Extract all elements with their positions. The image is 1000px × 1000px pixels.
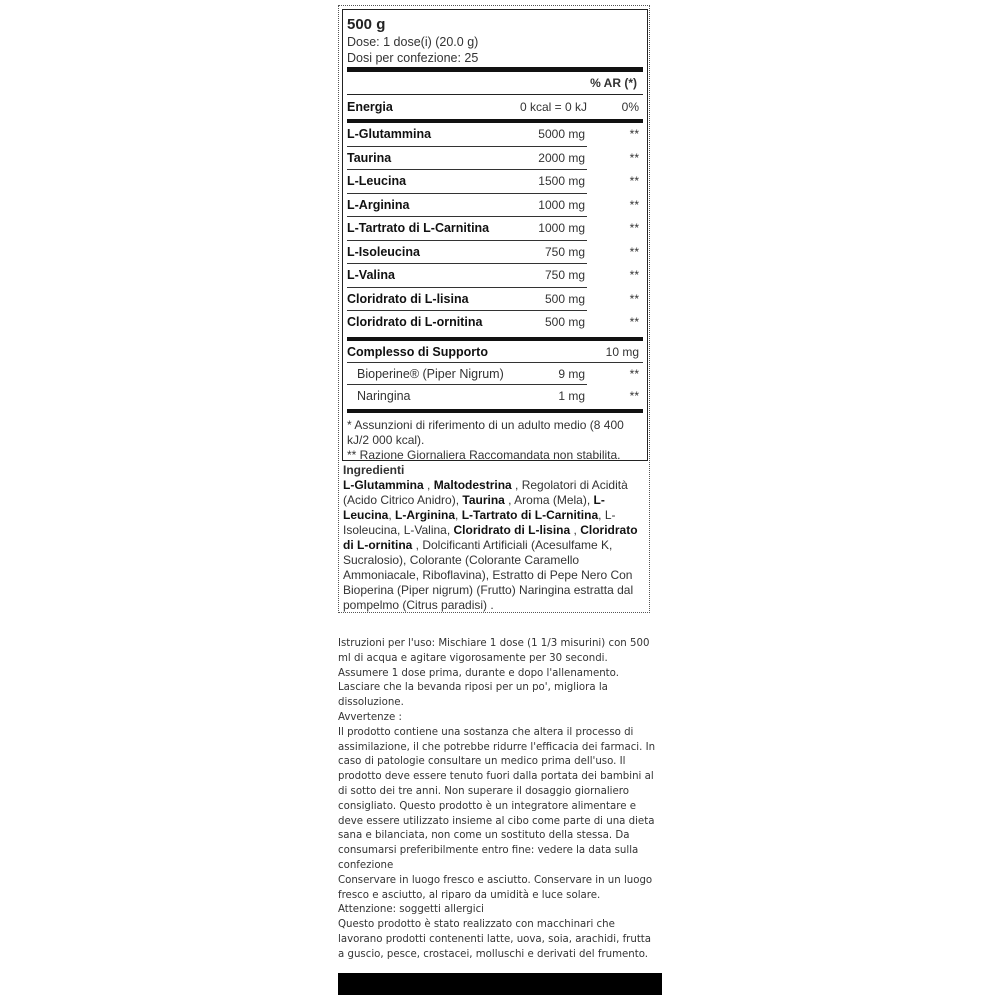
nutrient-ar: **	[629, 315, 639, 329]
nutrient-row	[347, 288, 643, 312]
nutrient-row	[347, 217, 643, 241]
ingredient-text: ,	[423, 478, 434, 492]
nutrient-amount: 1000 mg	[538, 197, 585, 212]
nutrient-ar: **	[629, 221, 639, 235]
complex-item-row	[347, 385, 643, 407]
nutrient-amount: 2000 mg	[538, 150, 585, 165]
nutrient-name: L-Leucina	[347, 174, 407, 188]
ingredient-text: ,	[455, 508, 462, 522]
complex-item-list	[347, 363, 643, 407]
nutrient-row	[347, 170, 643, 194]
nutrient-row	[347, 241, 643, 265]
footnote-reference: * Assunzioni di riferimento di un adulto medio (8 400 kJ/2 000 kcal).	[347, 417, 624, 447]
nutrient-name: L-Tartrato di L-Carnitina	[347, 221, 490, 235]
nutrient-amount: 750 mg	[544, 268, 585, 282]
nutrient-ar: **	[629, 150, 639, 165]
nutrient-name: L-Arginina	[347, 197, 410, 212]
energy-ar: 0%	[621, 100, 639, 114]
instructions-text: Istruzioni per l'uso: Mischiare 1 dose (1 1/3 misurini) con 500 ml di acqua e agitare vigorosamente per 30 secondi. Assumere 1 dose prima, durante e dopo l'allenamento. Lasciare che la bevanda riposi per un po', migliora la dissoluzione. Avvertenze : Il prodotto contiene una sostanza che altera il processo di assimilazione, il che potrebbe ridurre l'efficacia dei farmaci. In caso di patologie consultare un medico prima dell'uso. Il prodotto deve essere tenuto fuori dalla portata dei bambini al di sotto dei tre anni. Non superare il dosaggio giornaliero consigliato. Questo prodotto è un integratore alimentare e deve essere utilizzato insieme al cibo come parte di una dieta sana e bilanciata, non come un sostituto della stessa. Da consumarsi preferibilmente entro fine: vedere la data sulla confezione Conservare in luogo fresco e asciutto. Conservare in un luogo fresco e asciutto, al riparo da umidità e luce solare. Attenzione: soggetti allergici Questo prodotto è stato realizzato con macchinari che lavorano prodotti contenenti latte, uova, soia, arachidi, frutta a guscio, pesce, crostacei, molluschi e derivati del frumento.	[338, 638, 656, 960]
ingredient-highlight: Cloridrato di L-ornitina	[343, 523, 638, 552]
dose-text: Dose: 1 dose(i) (20.0 g)	[347, 35, 479, 49]
nutrient-ar: **	[629, 291, 639, 306]
servings-text: Dosi per confezione: 25	[347, 51, 479, 65]
nutrient-ar: **	[629, 366, 639, 381]
complex-amount: 10 mg	[605, 344, 639, 359]
package-weight: 500 g	[347, 16, 386, 33]
footnote-rda: ** Razione Giornaliera Raccomandata non stabilita.	[347, 447, 621, 462]
energy-amount: 0 kcal = 0 kJ	[519, 100, 587, 114]
nutrient-name: Bioperine® (Piper Nigrum)	[357, 366, 504, 381]
complex-row	[347, 341, 643, 363]
ingredient-highlight: L-Leucina	[343, 493, 605, 522]
ingredients-section	[343, 463, 645, 613]
nutrient-ar: **	[629, 244, 639, 259]
nutrient-amount: 1 mg	[558, 388, 585, 403]
ingredient-highlight: L-Tartrato di L-Carnitina	[461, 508, 599, 522]
nutrient-row	[347, 264, 643, 288]
ingredient-highlight: Maltodestrina	[433, 478, 512, 492]
ingredient-text: , Aroma (Mela),	[504, 493, 594, 507]
nutrient-name: Cloridrato di L-ornitina	[347, 315, 483, 329]
ingredient-text: ,	[570, 523, 581, 537]
energy-row	[347, 95, 643, 119]
nutrient-ar: **	[629, 174, 639, 188]
ingredient-highlight: L-Arginina	[395, 508, 456, 522]
nutrient-row	[347, 194, 643, 218]
nutrient-amount: 5000 mg	[538, 127, 585, 141]
nutrient-name: L-Valina	[347, 268, 395, 282]
ar-header: % AR (*)	[590, 76, 637, 90]
nutrient-row	[347, 147, 643, 171]
nutrient-amount: 500 mg	[544, 315, 585, 329]
nutrient-amount: 500 mg	[544, 291, 585, 306]
nutrient-amount: 750 mg	[544, 244, 585, 259]
ingredient-text: ,	[388, 508, 396, 522]
energy-name: Energia	[347, 100, 393, 114]
nutrient-ar: **	[629, 268, 639, 282]
ingredient-highlight: Taurina	[462, 493, 505, 507]
ingredient-text: , L-Isoleucina, L-Valina,	[343, 508, 616, 537]
nutrition-label	[342, 9, 648, 461]
nutrient-list	[347, 123, 643, 335]
ar-header-row	[347, 72, 643, 94]
nutrient-name: Cloridrato di L-lisina	[347, 291, 469, 306]
ingredient-text: , Regolatori di Acidità (Acido Citrico Anidro),	[343, 478, 628, 507]
nutrient-ar: **	[629, 388, 639, 403]
ingredient-highlight: L-Glutammina	[343, 478, 424, 492]
ingredient-text: , Dolcificanti Artificiali (Acesulfame K, Sucralosio), Colorante (Colorante Caramello Ammoniacale, Riboflavina), Estratto di Pepe Nero Con Bioperina (Piper nigrum) (Frutto) Naringina estratta dal pompelmo (Citrus paradisi) .	[343, 538, 634, 612]
nutrient-ar: **	[629, 127, 639, 141]
footer-bar	[338, 973, 662, 995]
nutrient-row	[347, 123, 643, 147]
nutrient-name: Naringina	[357, 388, 411, 403]
nutrient-amount: 1500 mg	[538, 174, 585, 188]
ingredients-title: Ingredienti	[343, 463, 405, 477]
footnotes	[347, 413, 643, 463]
nutrient-amount: 9 mg	[558, 366, 585, 381]
nutrient-amount: 1000 mg	[538, 221, 585, 235]
complex-item-row	[347, 363, 643, 385]
ingredient-highlight: Cloridrato di L-lisina	[453, 523, 571, 537]
nutrient-ar: **	[629, 197, 639, 212]
complex-name: Complesso di Supporto	[347, 344, 488, 359]
nutrient-name: Taurina	[347, 150, 392, 165]
nutrient-name: L-Glutammina	[347, 127, 432, 141]
nutrient-row	[347, 311, 643, 335]
nutrient-name: L-Isoleucina	[347, 244, 420, 259]
ingredients-text	[343, 478, 645, 613]
